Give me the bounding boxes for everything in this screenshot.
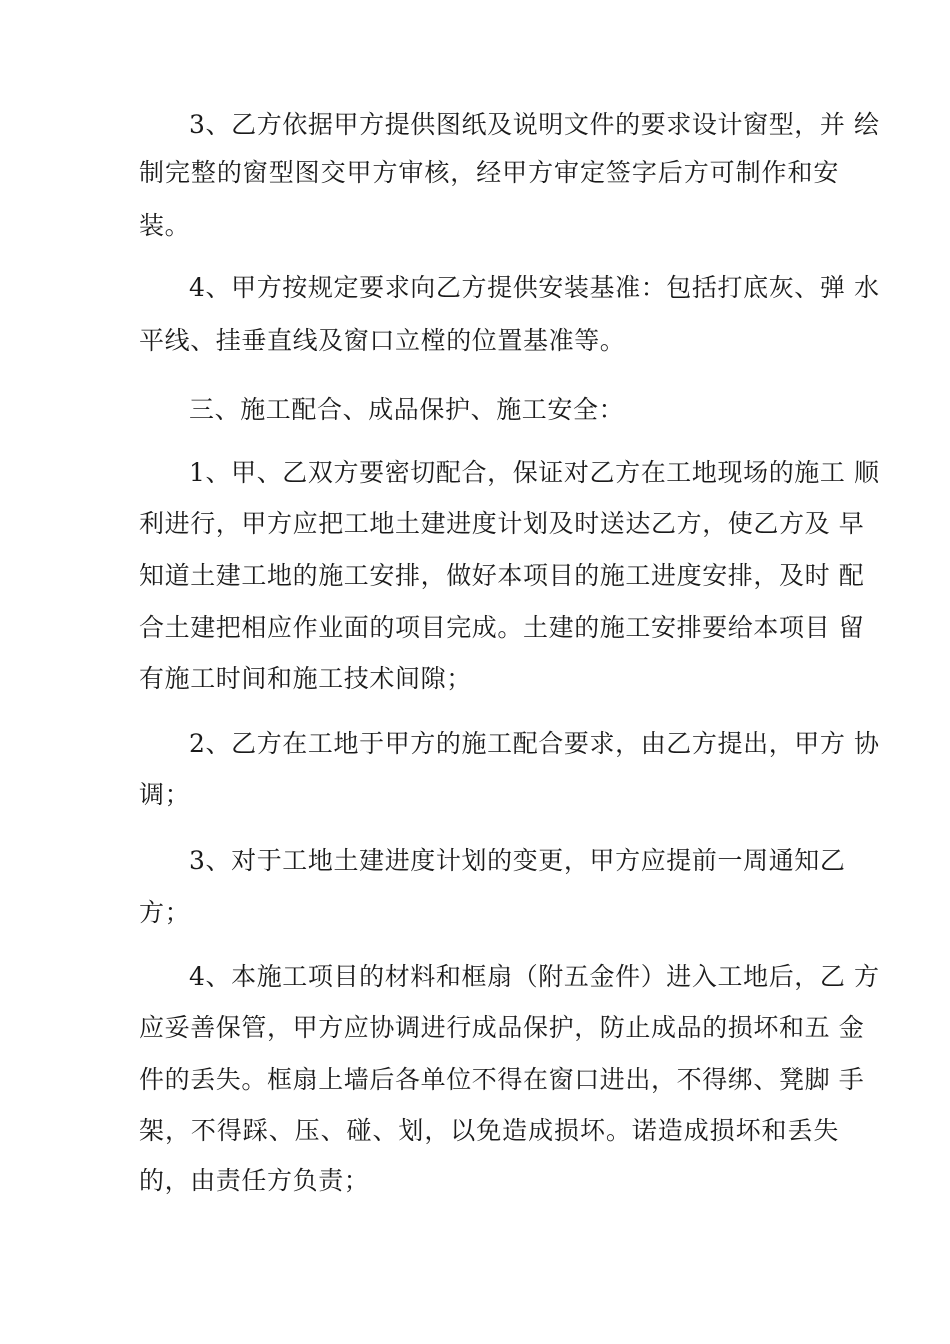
clause-3-line-3: 装。	[139, 211, 191, 240]
item-2-line-1: 2、乙方在工地于甲方的施工配合要求，由乙方提出，甲方 协	[189, 729, 880, 758]
clause-4-line-2: 平线、挂垂直线及窗口立樘的位置基准等。	[139, 326, 626, 355]
item-1-line-4: 合土建把相应作业面的项目完成。土建的施工安排要给本项目 留	[139, 613, 865, 642]
item-4-line-1: 4、本施工项目的材料和框扇（附五金件）进入工地后，乙 方	[189, 962, 880, 991]
item-1-line-1: 1、甲、乙双方要密切配合，保证对乙方在工地现场的施工 顺	[189, 458, 880, 487]
item-3-line-1: 3、对于工地土建进度计划的变更，甲方应提前一周通知乙	[189, 846, 846, 875]
item-1-line-3: 知道土建工地的施工安排，做好本项目的施工进度安排，及时 配	[139, 561, 865, 590]
section-heading-3: 三、施工配合、成品保护、施工安全：	[189, 395, 625, 424]
item-4-line-3: 件的丢失。框扇上墙后各单位不得在窗口进出，不得绑、凳脚 手	[139, 1065, 865, 1094]
item-2-line-2: 调；	[139, 780, 191, 809]
item-1-line-5: 有施工时间和施工技术间隙；	[139, 664, 472, 693]
clause-3-line-2: 制完整的窗型图交甲方审核，经甲方审定签字后方可制作和安	[139, 158, 839, 187]
item-4-line-5: 的，由责任方负责；	[139, 1166, 370, 1195]
item-4-line-4: 架，不得踩、压、碰、划，以免造成损坏。诺造成损坏和丢失	[139, 1116, 839, 1145]
clause-3-line-1: 3、乙方依据甲方提供图纸及说明文件的要求设计窗型，并 绘	[189, 110, 880, 139]
item-4-line-2: 应妥善保管，甲方应协调进行成品保护，防止成品的损坏和五 金	[139, 1013, 865, 1042]
item-1-line-2: 利进行，甲方应把工地土建进度计划及时送达乙方，使乙方及 早	[139, 509, 865, 538]
item-3-line-2: 方；	[139, 898, 191, 927]
clause-4-line-1: 4、甲方按规定要求向乙方提供安装基准：包括打底灰、弹 水	[189, 273, 880, 302]
